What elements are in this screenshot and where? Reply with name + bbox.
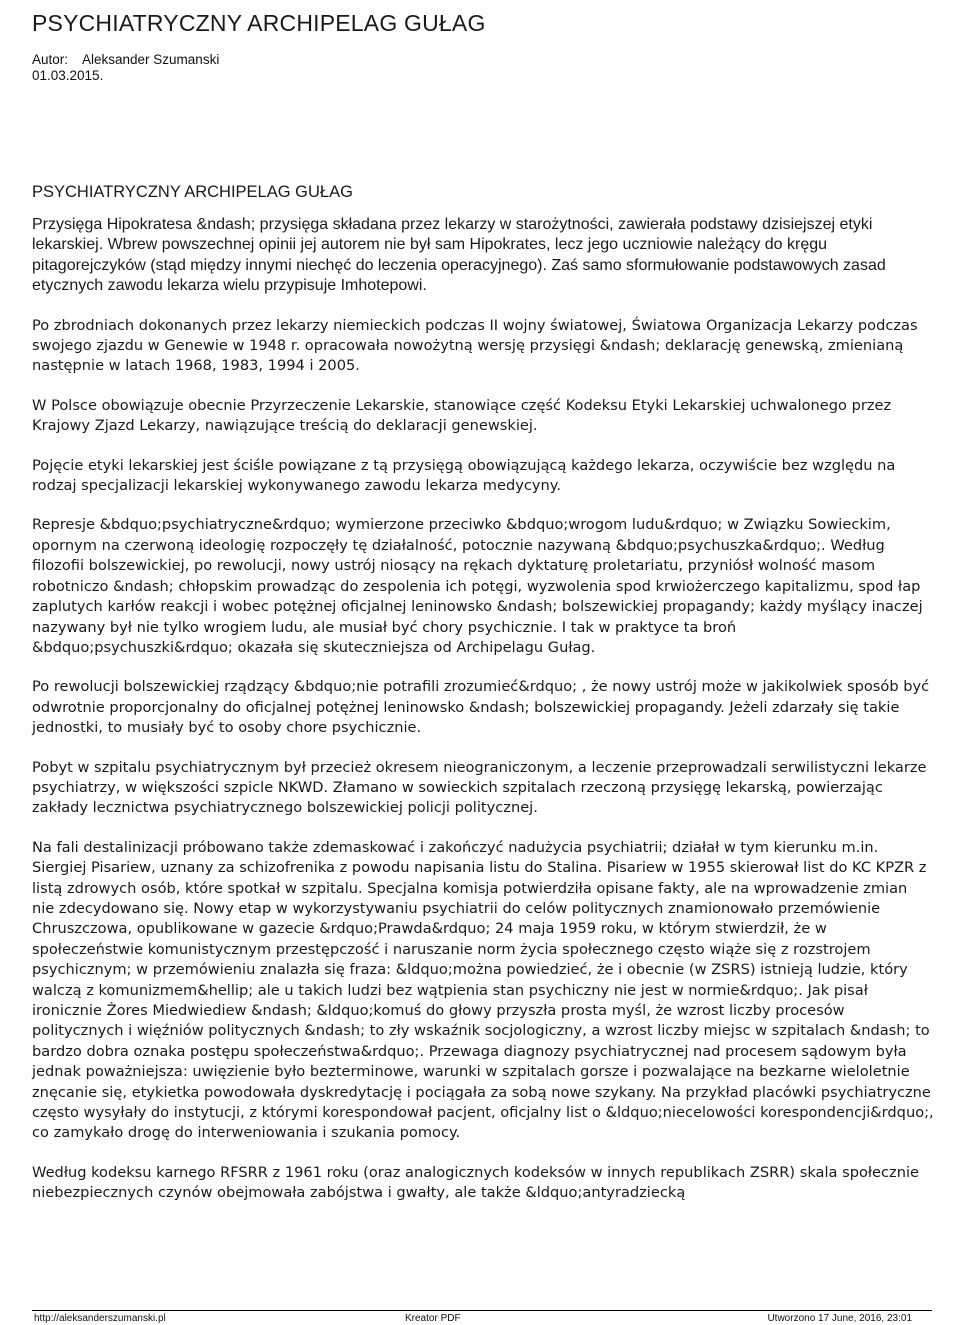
paragraph: Po rewolucji bolszewickiej rządzący &bdquo;nie potrafili zrozumieć&rdquo; , że nowy ustrój może w jakikolwiek sposób być odwrotnie proporcjonalny do oficjalnej potężnej leninowsko &ndash; bolszewickiej propagandy. Jeżeli zdarzały się takie jednostki, to musiały być to osoby chore psychicznie.	[32, 678, 930, 737]
document-meta	[32, 52, 219, 84]
footer-url-link[interactable]: http://aleksanderszumanski.pl	[34, 1313, 166, 1324]
article-heading: PSYCHIATRYCZNY ARCHIPELAG GUŁAG	[32, 183, 353, 201]
author-name: Aleksander Szumanski	[82, 52, 220, 67]
paragraph: Według kodeksu karnego RFSRR z 1961 roku (oraz analogicznych kodeksów w innych republikach ZSRR) skala społecznie niebezpiecznych czynów obejmowała zabójstwa i gwałty, ale także &ldquo;antyradziecką	[32, 1163, 919, 1202]
paragraph: Represje &bdquo;psychiatryczne&rdquo; wymierzone przeciwko &bdquo;wrogom ludu&rdquo; w Związku Sowieckim, opornym na czerwoną ideologię rozpoczęły tę działalność, potocznie nazywaną &bdquo;psychuszka&rdquo;. Według filozofii bolszewickiej, po rewolucji, nowy ustrój niosący na rękach dyktaturę proletariatu, przyniósł wolność masom robotniczo &ndash; chłopskim prowadząc do zespolenia ich potęgi, wyzwolenia spod krwiożerczego kapitalizmu, spod łap zaplutych karłów reakcji i wobec potężnej oficjalnej leninowsko &ndash; bolszewickiej propagandy; każdy myślący inaczej nazywany był nie tylko wrogiem ludu, ale musiał być chory psychicznie. I tak w praktyce ta broń &bdquo;psychuszki&rdquo; okazała się skuteczniejsza od Archipelagu Gułag.	[32, 516, 923, 656]
paragraph: W Polsce obowiązuje obecnie Przyrzeczenie Lekarskie, stanowiące część Kodeksu Etyki Lekarskiej uchwalonego przez Krajowy Zjazd Lekarzy, nawiązujące treścią do deklaracji genewskiej.	[32, 396, 892, 435]
author-label: Autor:	[32, 52, 69, 67]
footer-tool-name: Kreator PDF	[405, 1313, 461, 1324]
paragraph: Pojęcie etyki lekarskiej jest ściśle powiązane z tą przysięgą obowiązującą każdego lekarza, oczywiście bez względu na rodzaj specjalizacji lekarskiej wykonywanego zawodu lekarza medycyny.	[32, 456, 896, 495]
article-body	[32, 182, 934, 1223]
paragraph: Pobyt w szpitalu psychiatrycznym był przecież okresem nieograniczonym, a leczenie przeprowadzali serwilistyczni lekarze psychiatrzy, w większości szpicle NKWD. Złamano w sowieckich szpitalach rzeczoną przysięgę lekarską, powierzając zakłady lecznictwa psychiatrycznego bolszewickiej policji politycznej.	[32, 758, 927, 817]
publish-date: 01.03.2015.	[32, 68, 104, 83]
footer-created-date: Utworzono 17 June, 2016, 23:01	[767, 1313, 912, 1324]
paragraph: Na fali destalinizacji próbowano także zdemaskować i zakończyć nadużycia psychiatrii; działał w tym kierunku m.in. Siergiej Pisariew, uznany za schizofrenika z powodu napisania listu do Stalina. Pisariew w 1955 skierował list do KC KPZR z listą zdrowych osób, które spotkał w szpitalu. Specjalna komisja potwierdziła opisane fakty, ale na wprowadzenie zmian nie zdecydowano się. Nowy etap w wykorzystywaniu psychiatrii do celów politycznych znamionowało przemówienie Chruszczowa, opublikowane w gazecie &rdquo;Prawda&rdquo; 24 maja 1959 roku, w którym stwierdził, że w społeczeństwie komunistycznym przestępczość i naruszanie norm życia społecznego często wiąże się z rozstrojem psychicznym; w przemówieniu znalazła się fraza: &ldquo;można powiedzieć, że i obecnie (w ZSRS) istnieją ludzie, który walczą z komunizmem&hellip; ale u takich ludzi bez wątpienia stan psychiczny nie jest w normie&rdquo;. Jak pisał ironicznie Żores Miedwiediew &ndash; &ldquo;komuś do głowy przyszła prosta myśl, że wzrost liczby procesów politycznych i więźniów politycznych &ndash; to zły wskaźnik socjologiczny, a wzrost liczby miejsc w szpitalach &ndash; to bardzo dobra oznaka postępu społeczeństwa&rdquo;. Przewaga diagnozy psychiatrycznej nad procesem sądowym była jednak poważniejsza: uwięzienie było bezterminowe, warunki w szpitalach gorsze i pozwalające na bezkarne wieloletnie znęcanie się, etykietka powodowała dyskredytację i pociągała za sobą nowe szykany. Na przykład placówki psychiatryczne często wysyłały do instytucji, z którymi korespondował pacjent, oficjalny list o &ldquo;niecelowości korespondencji&rdquo;, co zamykało drogę do interweniowania i szukania pomocy.	[32, 838, 934, 1142]
paragraph: Przysięga Hipokratesa &ndash; przysięga składana przez lekarzy w starożytności, zawierała podstawy dzisiejszej etyki lekarskiej. Wbrew powszechnej opinii jej autorem nie był sam Hipokrates, lecz jego uczniowie należący do kręgu pitagorejczyków (stąd między innymi niechęć do leczenia operacyjnego). Zaś samo sformułowanie podstawowych zasad etycznych zawodu lekarza wielu przypisuje Imhotepowi.	[32, 216, 886, 295]
author-line	[32, 52, 219, 68]
paragraph: Po zbrodniach dokonanych przez lekarzy niemieckich podczas II wojny światowej, Światowa Organizacja Lekarzy podczas swojego zjazdu w Genewie w 1948 r. opracowała nowożytną wersję przysięgi &ndash; deklarację genewską, zmienianą następnie w latach 1968, 1983, 1994 i 2005.	[32, 316, 918, 375]
document-title: PSYCHIATRYCZNY ARCHIPELAG GUŁAG	[32, 10, 486, 36]
page-footer	[32, 1310, 932, 1325]
